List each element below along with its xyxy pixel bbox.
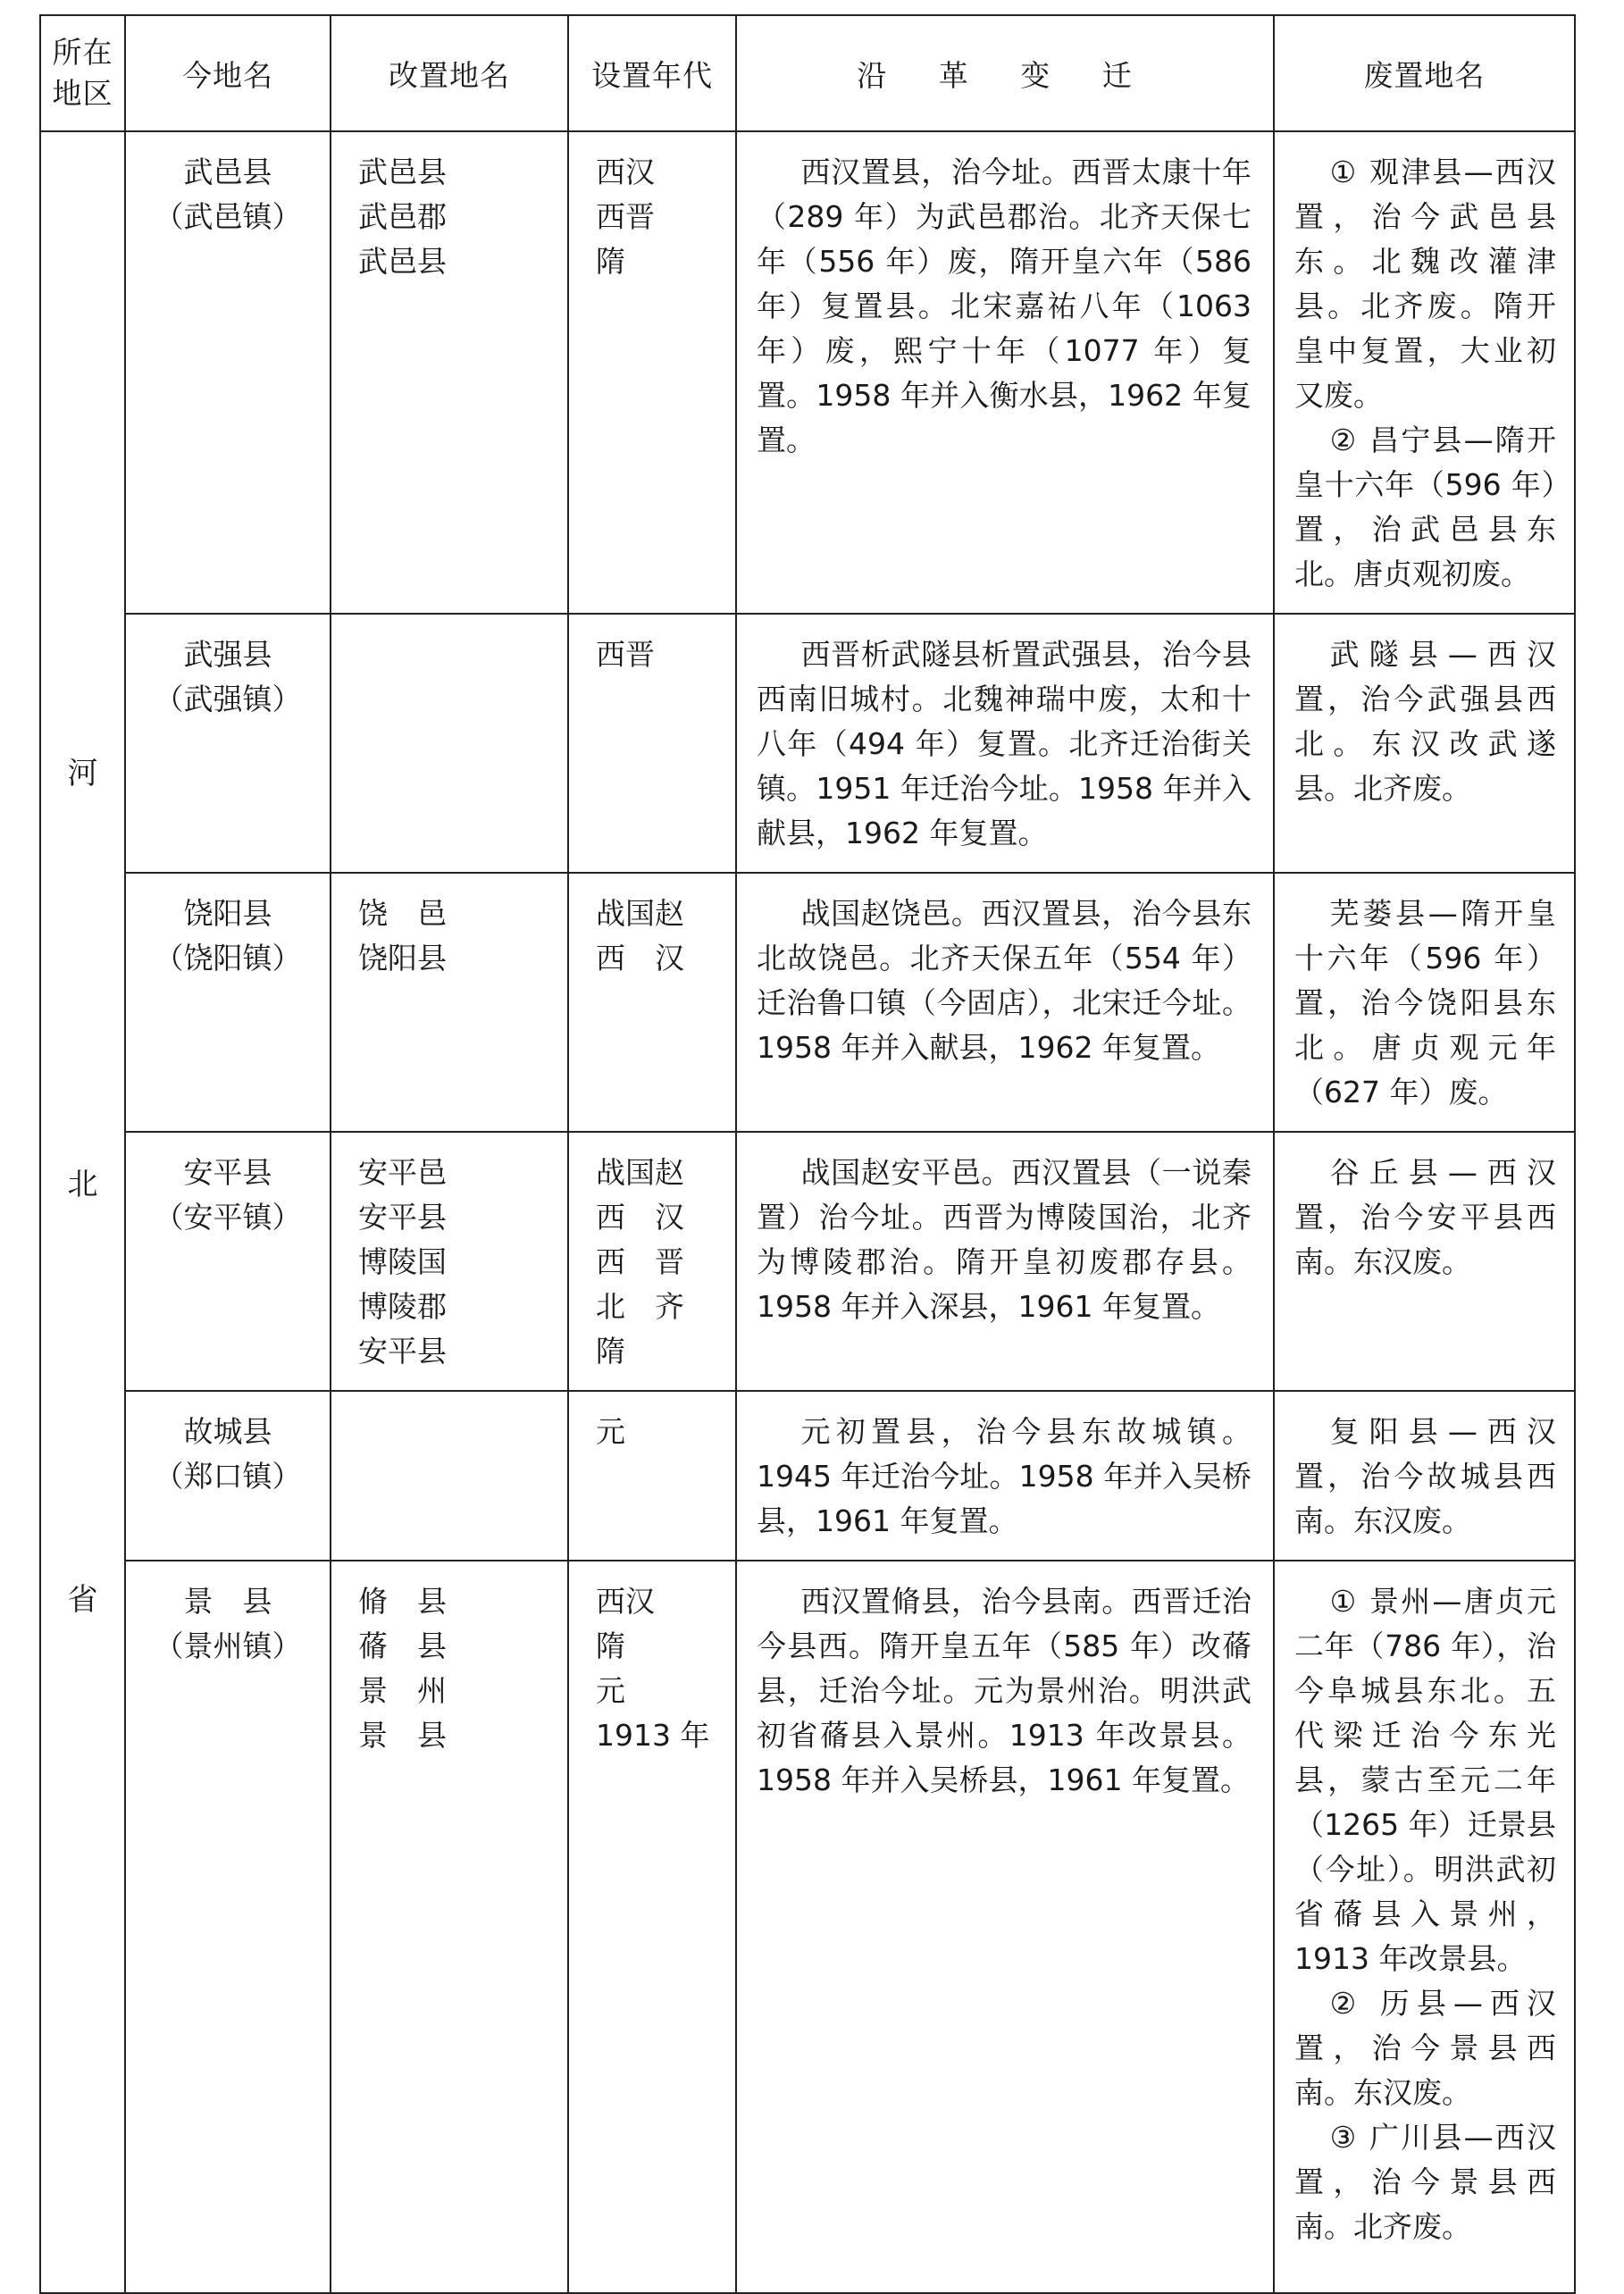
table-row — [40, 131, 1575, 614]
table-row — [40, 1132, 1575, 1391]
history-cell — [736, 873, 1274, 1132]
era-item: 西晋 — [596, 199, 655, 234]
county-cell — [125, 873, 331, 1132]
renamed-item: 景 州 — [358, 1673, 447, 1708]
history-text: 元初置县，治今县东故城镇。1945 年迁治今址。1958 年并入吴桥县，1961 年复置。 — [757, 1414, 1251, 1538]
region-char: 河 — [67, 756, 98, 791]
renamed-cell — [331, 1132, 568, 1391]
renamed-item: 安平县 — [358, 1334, 447, 1369]
abolished-entry: ② 昌宁县—隋开皇十六年（596 年）置，治武邑县东北。唐贞观初废。 — [1294, 423, 1556, 591]
header-history: 沿 革 变 迁 — [736, 15, 1274, 131]
renamed-cell — [331, 873, 568, 1132]
abolished-cell — [1274, 614, 1575, 873]
history-cell — [736, 614, 1274, 873]
era-item: 战国赵 — [596, 1155, 684, 1190]
era-item: 元 — [596, 1673, 625, 1708]
renamed-item: 安平县 — [358, 1200, 447, 1235]
abolished-entry: ① 观津县—西汉置，治今武邑县东。北魏改灌津县。北齐废。隋开皇中复置，大业初又废。 — [1294, 155, 1556, 413]
county-name: 武邑县 — [183, 155, 272, 189]
table-row — [40, 1561, 1575, 2293]
renamed-item: 安平邑 — [358, 1155, 447, 1190]
era-item: 西 晋 — [596, 1244, 684, 1279]
abolished-cell — [1274, 1561, 1575, 2293]
county-name: 饶阳县 — [183, 896, 272, 931]
history-cell — [736, 131, 1274, 614]
region-char: 北 — [67, 1167, 98, 1202]
county-seat: （安平镇） — [154, 1200, 302, 1235]
renamed-item: 饶阳县 — [358, 941, 447, 975]
abolished-entry: ① 景州—唐贞元二年（786 年），治今阜城县东北。五代梁迁治今东光县，蒙古至元二年（1265 年）迁景县（今址）。明洪武初省蓨县入景州，1913 年改景县。 — [1294, 1584, 1556, 1976]
history-text: 西汉置脩县，治今县南。西晋迁治今县西。隋开皇五年（585 年）改蓨县，迁治今址。元为景州治。明洪武初省蓨县入景州。1913 年改景县。1958 年并入吴桥县，1961 年复置。 — [757, 1584, 1251, 1797]
era-item: 隋 — [596, 244, 625, 279]
county-name: 故城县 — [183, 1414, 272, 1449]
header-era: 设置年代 — [568, 15, 736, 131]
era-cell — [568, 1561, 736, 2293]
abolished-cell — [1274, 1132, 1575, 1391]
era-item: 西 汉 — [596, 1200, 684, 1235]
history-text: 西汉置县，治今址。西晋太康十年（289 年）为武邑郡治。北齐天保七年（556 年）废，隋开皇六年（586 年）复置县。北宋嘉祐八年（1063 年）废，熙宁十年（1077 年）复置。1958 年并入衡水县，1962 年复置。 — [757, 155, 1251, 457]
renamed-item: 景 县 — [358, 1718, 447, 1753]
abolished-entry: ② 历县—西汉置，治今景县西南。东汉废。 — [1294, 1986, 1556, 2110]
abolished-entry: 复阳县—西汉置，治今故城县西南。东汉废。 — [1294, 1414, 1556, 1538]
renamed-item: 博陵郡 — [358, 1289, 447, 1324]
table-row — [40, 614, 1575, 873]
county-name: 安平县 — [183, 1155, 272, 1190]
history-text: 战国赵安平邑。西汉置县（一说秦置）治今址。西晋为博陵国治，北齐为博陵郡治。隋开皇初废郡存县。1958 年并入深县，1961 年复置。 — [757, 1155, 1251, 1324]
history-cell — [736, 1132, 1274, 1391]
era-item: 隋 — [596, 1334, 625, 1369]
region-cell — [40, 131, 125, 2293]
abolished-cell — [1274, 873, 1575, 1132]
renamed-item: 脩 县 — [358, 1584, 447, 1619]
history-text: 西晋析武隧县析置武强县，治今县西南旧城村。北魏神瑞中废，太和十八年（494 年）复置。北齐迁治街关镇。1951 年迁治今址。1958 年并入献县，1962 年复置。 — [757, 637, 1251, 850]
renamed-item: 博陵国 — [358, 1244, 447, 1279]
renamed-item: 武邑县 — [358, 155, 447, 189]
county-cell — [125, 1391, 331, 1561]
renamed-item: 蓨 县 — [358, 1628, 447, 1663]
era-cell — [568, 131, 736, 614]
era-item: 1913 年 — [596, 1718, 710, 1753]
header-renamed-name: 改置地名 — [331, 15, 568, 131]
abolished-cell — [1274, 1391, 1575, 1561]
header-region: 所在地区 — [40, 15, 125, 131]
era-item: 战国赵 — [596, 896, 684, 931]
abolished-cell — [1274, 131, 1575, 614]
era-cell — [568, 873, 736, 1132]
renamed-cell — [331, 1561, 568, 2293]
era-item: 西晋 — [596, 637, 655, 672]
renamed-cell — [331, 1391, 568, 1561]
header-row — [40, 15, 1575, 131]
era-cell — [568, 1132, 736, 1391]
region-char: 省 — [67, 1582, 98, 1618]
table-row — [40, 873, 1575, 1132]
table-row — [40, 1391, 1575, 1561]
abolished-entry: 武隧县—西汉置，治今武强县西北。东汉改武遂县。北齐废。 — [1294, 637, 1556, 806]
county-name: 武强县 — [183, 637, 272, 672]
abolished-entry: 芜蒌县—隋开皇十六年（596 年）置，治今饶阳县东北。唐贞观元年（627 年）废。 — [1294, 896, 1556, 1109]
header-abolished-name: 废置地名 — [1274, 15, 1575, 131]
abolished-entry: ③ 广川县—西汉置，治今景县西南。北齐废。 — [1294, 2120, 1556, 2244]
renamed-item: 武邑县 — [358, 244, 447, 279]
renamed-item: 武邑郡 — [358, 199, 447, 234]
county-cell — [125, 614, 331, 873]
era-item: 西汉 — [596, 1584, 655, 1619]
era-cell — [568, 1391, 736, 1561]
era-item: 隋 — [596, 1628, 625, 1663]
county-seat: （武强镇） — [154, 682, 302, 716]
history-cell — [736, 1561, 1274, 2293]
renamed-item: 饶 邑 — [358, 896, 447, 931]
county-seat: （饶阳镇） — [154, 941, 302, 975]
renamed-cell — [331, 614, 568, 873]
renamed-cell — [331, 131, 568, 614]
county-seat: （郑口镇） — [154, 1459, 302, 1494]
era-item: 西 汉 — [596, 941, 684, 975]
era-item: 北 齐 — [596, 1289, 684, 1324]
history-cell — [736, 1391, 1274, 1561]
county-cell — [125, 131, 331, 614]
header-current-name: 今地名 — [125, 15, 331, 131]
abolished-entry: 谷丘县—西汉置，治今安平县西南。东汉废。 — [1294, 1155, 1556, 1279]
county-seat: （武邑镇） — [154, 199, 302, 234]
county-cell — [125, 1561, 331, 2293]
history-text: 战国赵饶邑。西汉置县，治今县东北故饶邑。北齐天保五年（554 年）迁治鲁口镇（今固店），北宋迁今址。1958 年并入献县，1962 年复置。 — [757, 896, 1251, 1065]
county-seat: （景州镇） — [154, 1628, 302, 1663]
county-cell — [125, 1132, 331, 1391]
gazetteer-table — [39, 14, 1576, 2294]
county-name: 景 县 — [183, 1584, 272, 1619]
era-cell — [568, 614, 736, 873]
era-item: 西汉 — [596, 155, 655, 189]
era-item: 元 — [596, 1414, 625, 1449]
